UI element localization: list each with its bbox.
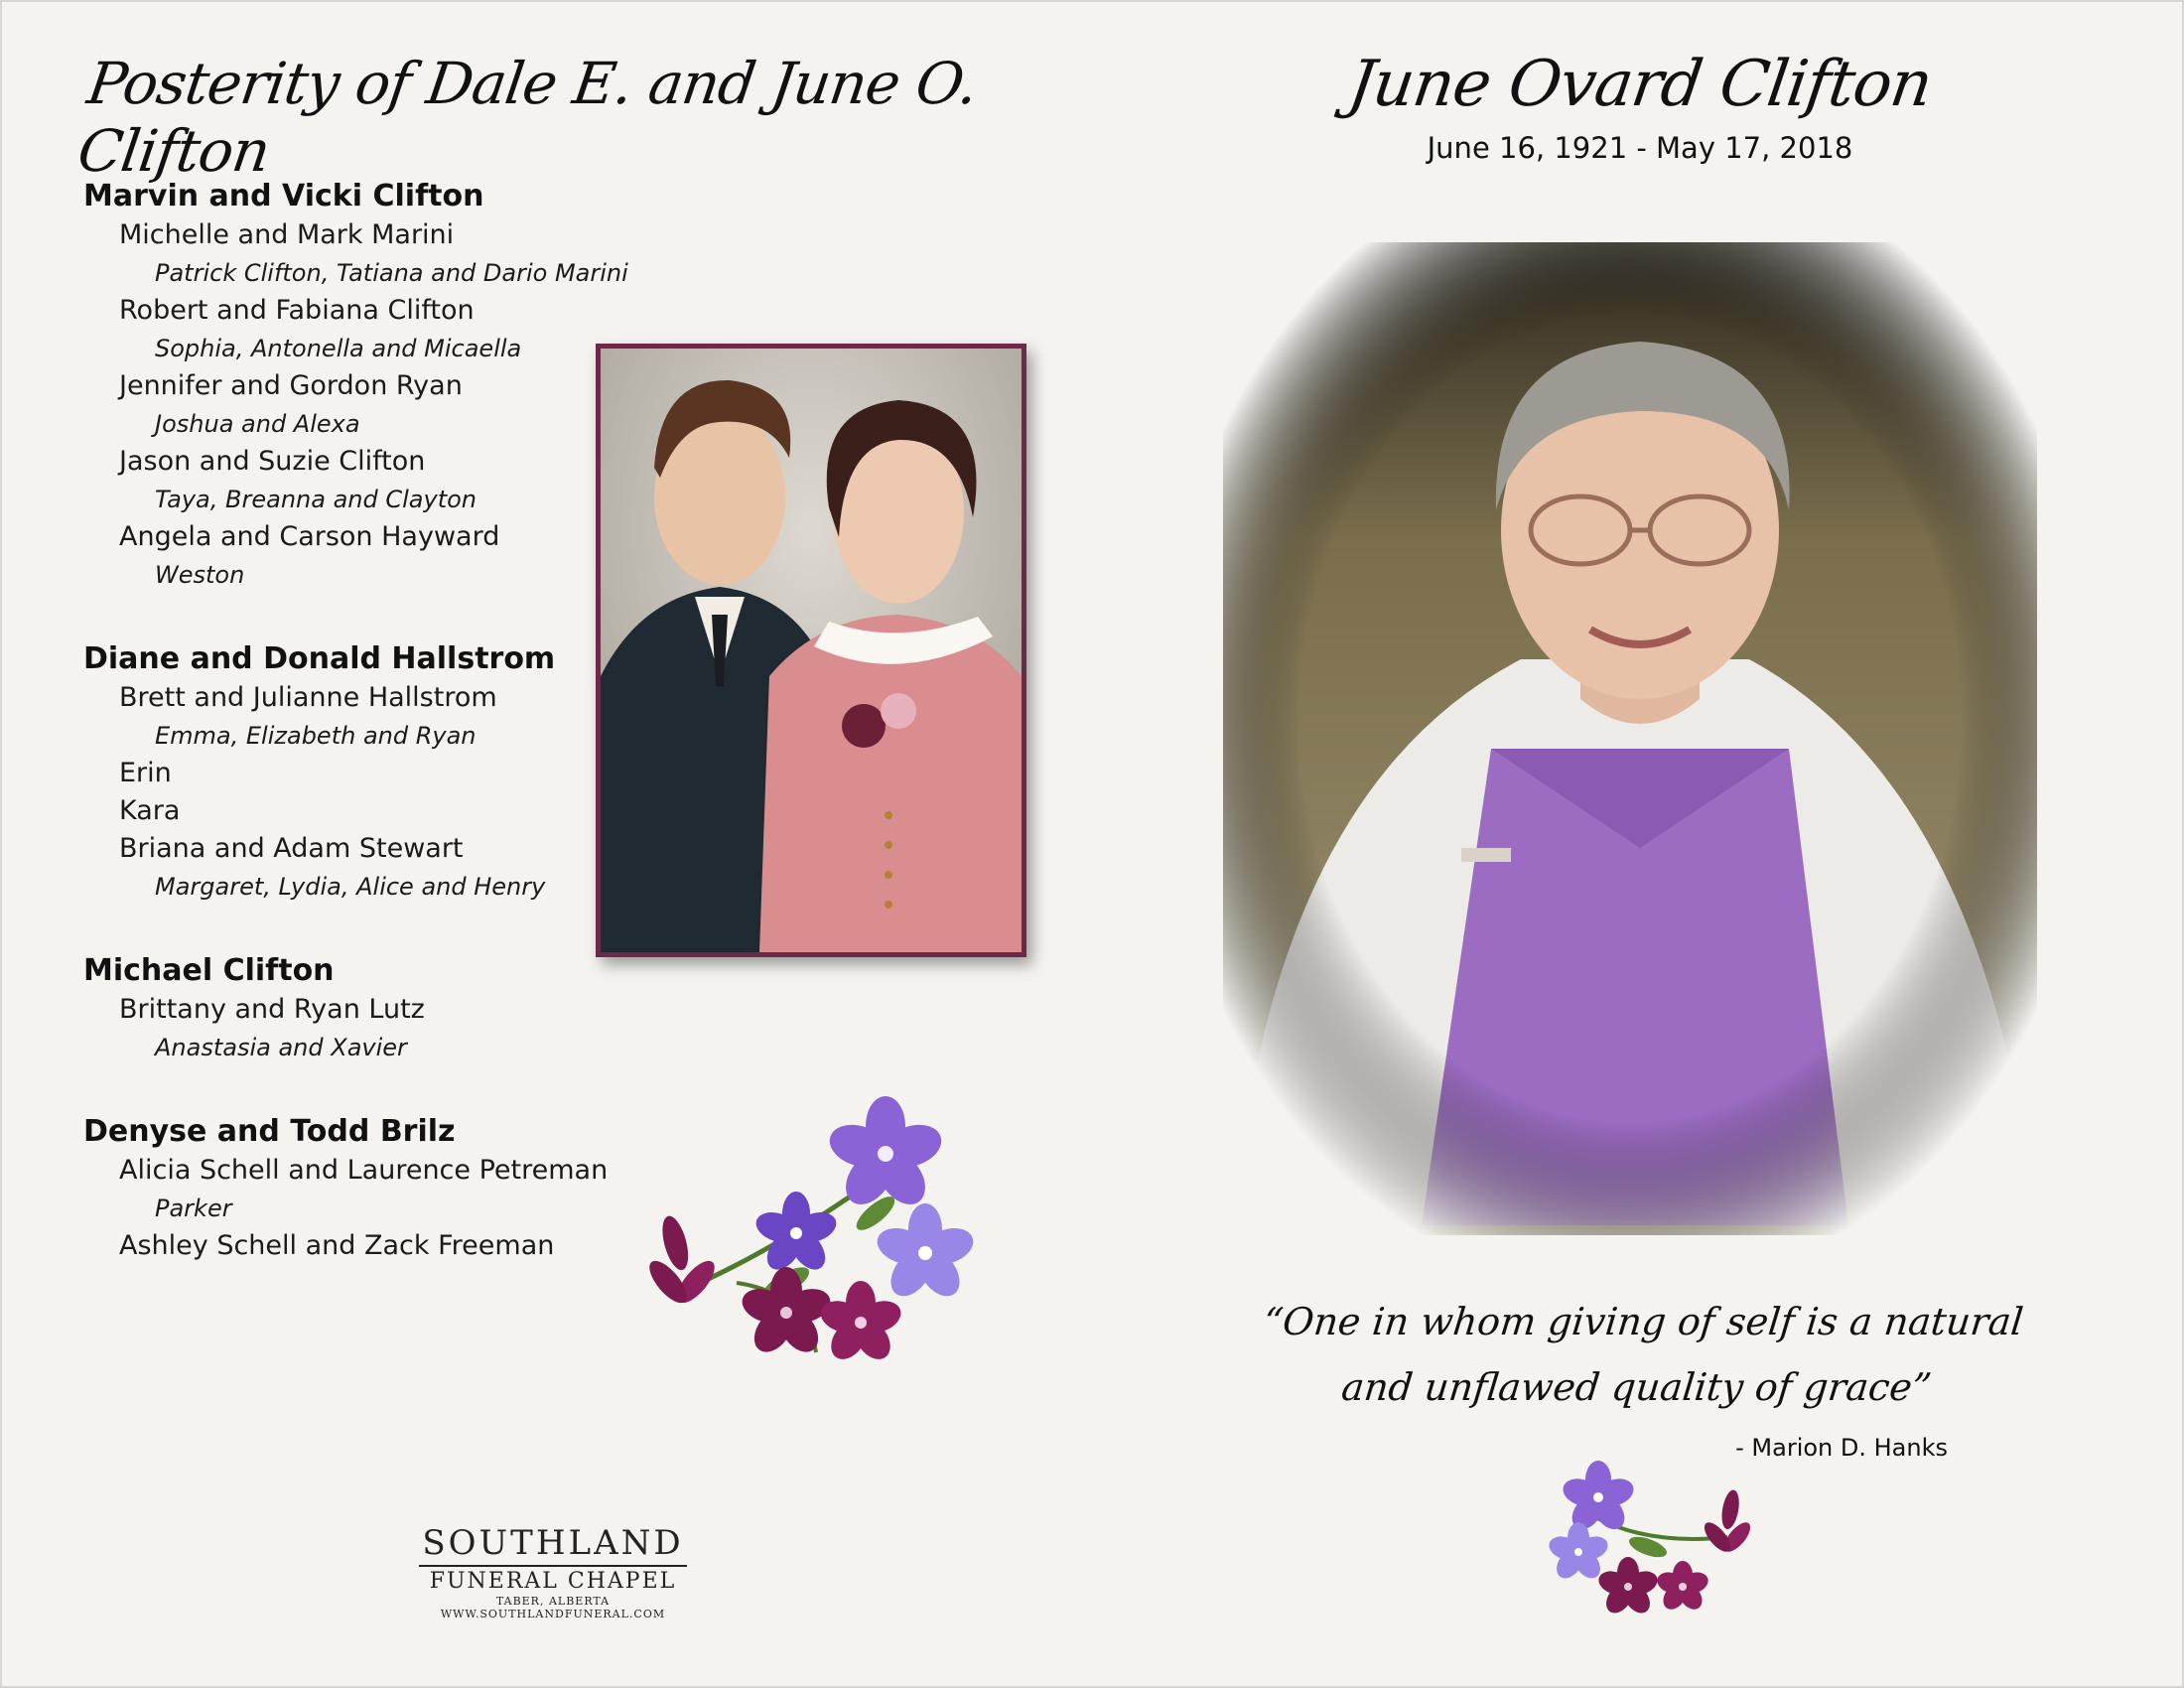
child-family-name: Jason and Suzie Clifton xyxy=(119,446,426,477)
child-family-name: Briana and Adam Stewart xyxy=(119,833,464,864)
child-family-name: Brett and Julianne Hallstrom xyxy=(119,682,497,713)
family-head-name: Denyse and Todd Brilz xyxy=(83,1114,456,1149)
couple-photo xyxy=(596,344,1026,957)
violet-flowers-right xyxy=(1539,1458,1757,1636)
life-dates: June 16, 1921 - May 17, 2018 xyxy=(1427,131,1853,165)
grandchildren-names: Anastasia and Xavier xyxy=(155,1034,407,1061)
grandchildren-names: Taya, Breanna and Clayton xyxy=(155,486,477,513)
logo-name: SOUTHLAND xyxy=(419,1523,687,1567)
portrait-photo xyxy=(1193,232,2067,1245)
grandchildren-names: Weston xyxy=(155,561,245,589)
funeral-chapel-logo xyxy=(419,1523,687,1620)
couple-photo-illustration xyxy=(601,349,1022,952)
grandchildren-names: Margaret, Lydia, Alice and Henry xyxy=(155,873,546,901)
child-family-name: Brittany and Ryan Lutz xyxy=(119,994,425,1025)
grandchildren-names: Sophia, Antonella and Micaella xyxy=(155,335,522,362)
logo-subtitle: FUNERAL CHAPEL xyxy=(429,1569,677,1594)
grandchildren-names: Emma, Elizabeth and Ryan xyxy=(155,722,477,750)
grandchildren-names: Patrick Clifton, Tatiana and Dario Marini xyxy=(155,259,628,287)
grandchildren-names: Joshua and Alexa xyxy=(155,410,360,438)
family-head-name: Marvin and Vicki Clifton xyxy=(83,179,484,213)
child-family-name: Angela and Carson Hayward xyxy=(119,521,500,552)
quote-line-1: “One in whom giving of self is a natural xyxy=(1261,1300,2026,1343)
child-family-name: Michelle and Mark Marini xyxy=(119,219,455,250)
family-head-name: Diane and Donald Hallstrom xyxy=(83,641,556,676)
child-family-name: Kara xyxy=(119,795,181,826)
quote-line-2: and unflawed quality of grace” xyxy=(1339,1365,1934,1409)
quote-attribution: - Marion D. Hanks xyxy=(1735,1434,1948,1462)
logo-url: WWW.SOUTHLANDFUNERAL.COM xyxy=(440,1608,666,1620)
child-family-name: Ashley Schell and Zack Freeman xyxy=(119,1230,555,1261)
child-family-name: Jennifer and Gordon Ryan xyxy=(119,370,463,401)
child-family-name: Robert and Fabiana Clifton xyxy=(119,295,475,326)
family-head-name: Michael Clifton xyxy=(83,953,335,988)
logo-city: TABER, ALBERTA xyxy=(495,1595,611,1608)
violet-flowers-left xyxy=(637,1094,995,1392)
child-family-name: Alicia Schell and Laurence Petreman xyxy=(119,1155,609,1186)
family-group xyxy=(83,951,699,1066)
deceased-name: June Ovard Clifton xyxy=(1343,48,1937,121)
posterity-title: Posterity of Dale E. and June O. Clifton xyxy=(73,50,982,185)
grandchildren-names: Parker xyxy=(155,1195,232,1222)
child-family-name: Erin xyxy=(119,758,172,788)
memorial-quote xyxy=(1246,1289,2034,1420)
family-group xyxy=(83,1112,699,1265)
